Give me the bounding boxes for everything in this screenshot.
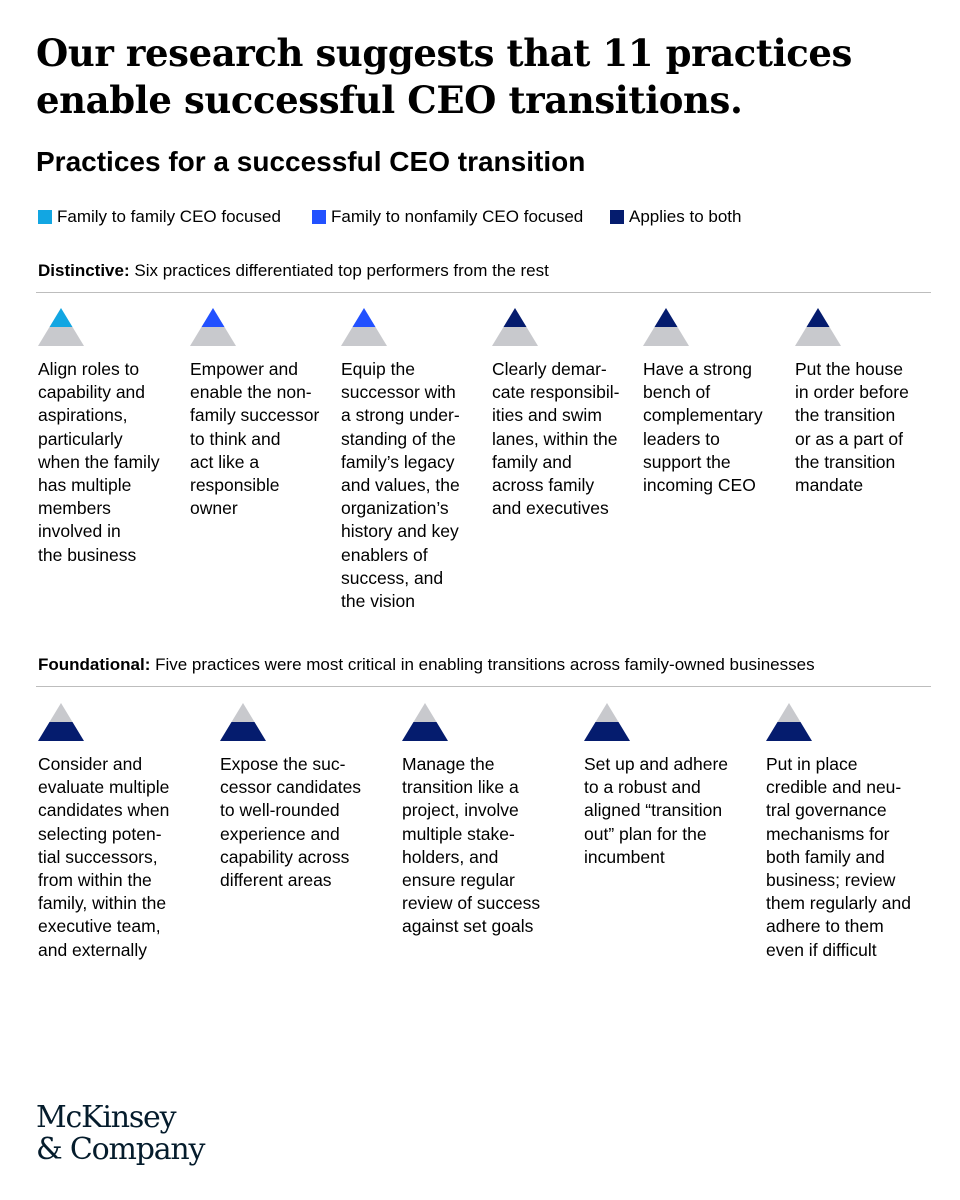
triangle-base bbox=[38, 722, 84, 741]
section-label-text: Five practices were most critical in enabling transitions across family-owned businesses bbox=[150, 655, 815, 674]
logo-line-2: & Company bbox=[36, 1132, 205, 1167]
triangle-base-highlight-icon bbox=[766, 703, 812, 741]
triangle-base-highlight-icon bbox=[584, 703, 630, 741]
practice-text: Expose the suc- cessor candidates to well-rounded experience and capability across different areas bbox=[220, 754, 362, 891]
mckinsey-logo bbox=[36, 1102, 204, 1166]
triangle-apex bbox=[50, 703, 73, 722]
triangle-base bbox=[220, 722, 266, 741]
triangle-apex bbox=[778, 703, 801, 722]
triangle-apex bbox=[414, 703, 437, 722]
practice-text: Empower and enable the non- family successor to think and act like a responsible owner bbox=[190, 359, 320, 519]
chart-subtitle: Practices for a successful CEO transition bbox=[36, 146, 586, 177]
legend-label: Applies to both bbox=[629, 207, 742, 226]
section-label-bold: Distinctive: bbox=[38, 261, 130, 280]
triangle-base-highlight-icon bbox=[220, 703, 266, 741]
section-label-text: Six practices differentiated top performers from the rest bbox=[129, 261, 549, 280]
foundational-section-label bbox=[38, 654, 815, 676]
triangle-apex bbox=[353, 308, 376, 327]
legend-item-both bbox=[610, 207, 741, 227]
practice-text: Manage the transition like a project, involve multiple stake- holders, and ensure regular review of success against set goals bbox=[402, 754, 541, 937]
logo-line-1: McKinsey bbox=[36, 1100, 176, 1135]
practice-item bbox=[766, 703, 944, 962]
triangle-apex bbox=[202, 308, 225, 327]
triangle-top-highlight-icon bbox=[341, 308, 387, 346]
triangle-base-highlight-icon bbox=[38, 703, 84, 741]
triangle-apex bbox=[504, 308, 527, 327]
triangle-base bbox=[402, 722, 448, 741]
practice-item bbox=[220, 703, 398, 892]
triangle-base bbox=[795, 327, 841, 346]
triangle-base-highlight-icon bbox=[402, 703, 448, 741]
practice-item bbox=[492, 308, 642, 520]
practice-text: Set up and adhere to a robust and aligned “transition out” plan for the incumbent bbox=[584, 754, 729, 867]
triangle-top-highlight-icon bbox=[795, 308, 841, 346]
triangle-apex bbox=[655, 308, 678, 327]
triangle-base bbox=[584, 722, 630, 741]
practice-item bbox=[643, 308, 793, 497]
legend-label: Family to family CEO focused bbox=[57, 207, 281, 226]
practice-text: Put in place credible and neu- tral governance mechanisms for both family and business; review them regularly and adhere to them even if difficult bbox=[766, 754, 911, 960]
practice-item bbox=[584, 703, 762, 869]
practice-item bbox=[341, 308, 491, 613]
legend-item-family-to-nonfamily bbox=[312, 207, 583, 227]
triangle-base bbox=[492, 327, 538, 346]
legend-swatch-light-blue bbox=[38, 210, 52, 224]
practice-text: Have a strong bench of complementary leaders to support the incoming CEO bbox=[643, 359, 763, 496]
triangle-apex bbox=[50, 308, 73, 327]
practice-text: Clearly demar- cate responsibil- ities and swim lanes, within the family and across family and executives bbox=[492, 359, 620, 519]
triangle-top-highlight-icon bbox=[643, 308, 689, 346]
triangle-base bbox=[643, 327, 689, 346]
practice-text: Consider and evaluate multiple candidates when selecting poten- tial successors, from within the family, within the executive team, and externally bbox=[38, 754, 170, 960]
section-divider bbox=[36, 686, 931, 687]
practice-text: Align roles to capability and aspirations, particularly when the family has multiple members involved in the business bbox=[38, 359, 160, 565]
distinctive-section-label bbox=[38, 260, 549, 282]
triangle-base bbox=[38, 327, 84, 346]
triangle-base bbox=[766, 722, 812, 741]
practice-item bbox=[190, 308, 340, 520]
section-divider bbox=[36, 292, 931, 293]
triangle-apex bbox=[232, 703, 255, 722]
practice-text: Equip the successor with a strong under- standing of the family’s legacy and values, the organization’s history and key enablers of success, and the vision bbox=[341, 359, 460, 612]
page-title: Our research suggests that 11 practices enable successful CEO transitions. bbox=[36, 31, 852, 122]
legend-swatch-navy bbox=[610, 210, 624, 224]
triangle-top-highlight-icon bbox=[38, 308, 84, 346]
practice-item bbox=[38, 703, 216, 962]
triangle-top-highlight-icon bbox=[492, 308, 538, 346]
triangle-base bbox=[190, 327, 236, 346]
triangle-apex bbox=[807, 308, 830, 327]
triangle-base bbox=[341, 327, 387, 346]
legend-swatch-blue bbox=[312, 210, 326, 224]
legend-item-family-to-family bbox=[38, 207, 281, 227]
legend-label: Family to nonfamily CEO focused bbox=[331, 207, 584, 226]
practice-item bbox=[38, 308, 188, 567]
triangle-apex bbox=[596, 703, 619, 722]
section-label-bold: Foundational: bbox=[38, 655, 151, 674]
practice-text: Put the house in order before the transition or as a part of the transition mandate bbox=[795, 359, 909, 496]
triangle-top-highlight-icon bbox=[190, 308, 236, 346]
practice-item bbox=[795, 308, 945, 497]
practice-item bbox=[402, 703, 580, 939]
